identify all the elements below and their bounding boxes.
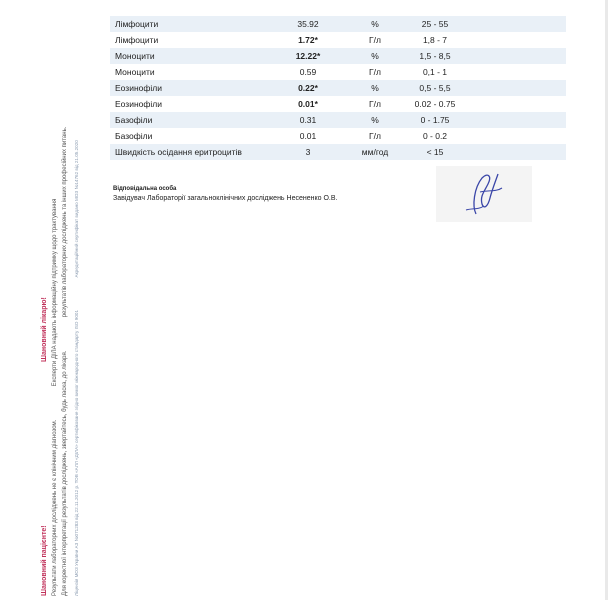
doctor-line1: Експерти ДІЛА надають інформаційну підтримку щодо трактування	[52, 198, 58, 387]
reference-range: 1,8 - 7	[422, 35, 448, 45]
test-unit: Г/л	[369, 35, 381, 45]
test-name: Еозинофіли	[115, 99, 162, 109]
test-unit: мм/год	[361, 147, 389, 157]
test-value: 1.72*	[298, 35, 318, 45]
table-row	[110, 128, 566, 144]
table-row	[110, 80, 566, 96]
test-value: 3	[305, 147, 311, 157]
patient-line1: Результати лабораторних досліджень не є клінічним діагнозом.	[52, 419, 58, 596]
table-row	[110, 144, 566, 160]
table-row	[110, 16, 566, 32]
signature-image	[436, 166, 532, 222]
signature-icon	[436, 166, 532, 222]
table-row	[110, 96, 566, 112]
test-name: Моноцити	[115, 51, 155, 61]
doctor-line2: результатів лабораторних досліджень та інших професійних питань.	[62, 126, 68, 318]
test-value: 0.22*	[298, 83, 318, 93]
side-note-line2	[59, 0, 71, 596]
reference-range: 0,1 - 1	[422, 67, 448, 77]
table-row	[110, 112, 566, 128]
license-line	[71, 0, 83, 596]
reference-range: 0 - 1.75	[420, 115, 450, 125]
test-name: Лімфоцити	[115, 35, 159, 45]
test-unit: Г/л	[369, 131, 381, 141]
test-name: Еозинофіли	[115, 83, 162, 93]
license-right: Акредитаційний сертифікат видано МОЗ №14762 від 21.05.2020	[74, 140, 79, 278]
test-unit: %	[371, 19, 379, 29]
test-unit: %	[371, 51, 379, 61]
table-row	[110, 64, 566, 80]
test-name: Базофіли	[115, 115, 153, 125]
test-name: Швидкість осідання еритроцитів	[115, 147, 242, 157]
reference-range: 0.02 - 0.75	[414, 99, 456, 109]
test-value: 35.92	[297, 19, 319, 29]
results-table	[110, 16, 566, 160]
test-value: 12.22*	[295, 51, 321, 61]
test-value: 0.59	[299, 67, 317, 77]
responsible-text: Завідувач Лабораторії загальноклінічних досліджень Несененко О.В.	[113, 195, 338, 202]
test-unit: %	[371, 83, 379, 93]
reference-range: < 15	[426, 147, 444, 157]
reference-range: 1,5 - 8,5	[419, 51, 451, 61]
table-row	[110, 48, 566, 64]
reference-range: 0,5 - 5,5	[419, 83, 451, 93]
reference-range: 0 - 0.2	[422, 131, 448, 141]
table-row	[110, 32, 566, 48]
test-value: 0.31	[299, 115, 317, 125]
test-name: Базофіли	[115, 131, 153, 141]
test-name: Моноцити	[115, 67, 155, 77]
test-value: 0.01*	[298, 99, 318, 109]
responsible-title: Відповідальна особа	[113, 186, 177, 192]
reference-range: 25 - 55	[421, 19, 449, 29]
doctor-head: Шановний лікарю!	[41, 297, 48, 363]
test-unit: %	[371, 115, 379, 125]
test-unit: Г/л	[369, 99, 381, 109]
patient-line2: Для коректної інтерпретації результатів досліджень, звертайтесь, будь ласка, до лікаря.	[62, 350, 68, 596]
test-unit: Г/л	[369, 67, 381, 77]
test-value: 0.01	[299, 131, 317, 141]
test-name: Лімфоцити	[115, 19, 159, 29]
patient-head: Шановний пацієнте!	[41, 525, 48, 596]
license-left: Ліцензія МОЗ України АЗ №071283 від 22.11.2012 р. ТОВ «АЛЛ «ДІЛА» сертифіковане згідно вимог міжнародного стандарту ISO 9001	[74, 310, 79, 596]
